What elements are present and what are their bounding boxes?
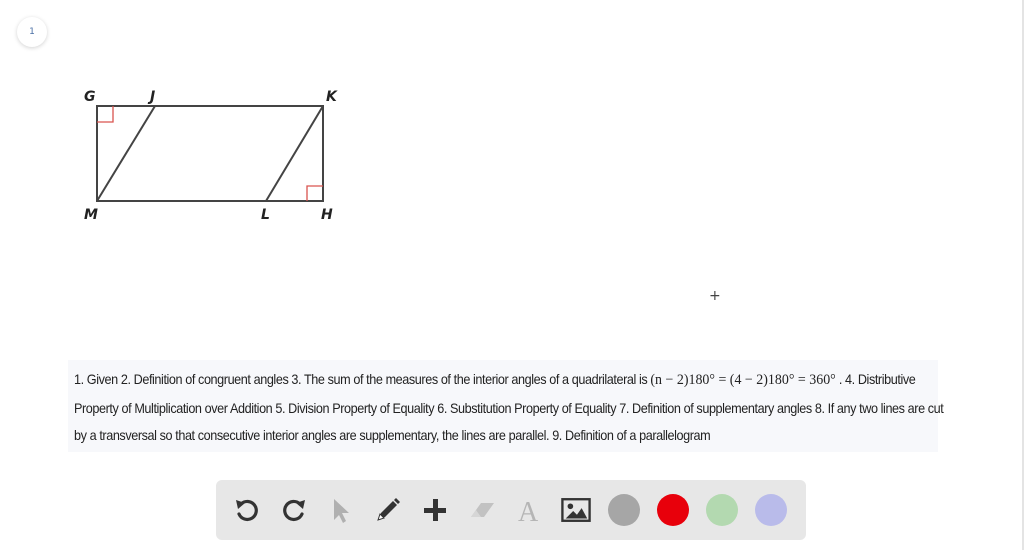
vertex-label-h: H	[321, 207, 333, 223]
vertex-label-g: G	[84, 89, 96, 105]
page-number: 1	[29, 27, 35, 37]
undo-button[interactable]	[232, 495, 262, 525]
answer-text	[74, 366, 944, 450]
pointer-icon	[326, 495, 356, 525]
color-swatch-gray[interactable]	[608, 494, 640, 526]
parallelogram-figure	[75, 80, 355, 230]
right-angle-mark-h	[307, 186, 323, 201]
rectangle-ghkm	[97, 106, 323, 201]
answer-part-2: . 4. Distributive Property of Multiplication over Addition 5. Division Property of Equality 6. Substitution Property of Equality 7. Definition of supplementary angles 8. If any two lines are cut by a transversal so that consecutive interior angles are supplementary, the lines are parallel. 9. Definition of a parallelogram	[74, 372, 944, 443]
select-button[interactable]	[326, 495, 356, 525]
redo-button[interactable]	[279, 495, 309, 525]
pen-button[interactable]	[373, 495, 403, 525]
text-button[interactable]	[514, 495, 544, 525]
image-icon	[561, 495, 591, 525]
redo-icon	[279, 495, 309, 525]
svg-text:A: A	[518, 497, 539, 525]
answer-text-box	[68, 360, 944, 452]
plus-icon	[420, 495, 450, 525]
image-button[interactable]	[561, 495, 591, 525]
drawing-toolbar	[216, 480, 806, 540]
vertex-label-m: M	[84, 207, 98, 223]
eraser-icon	[467, 495, 497, 525]
color-swatch-green[interactable]	[706, 494, 738, 526]
segment-jm	[97, 106, 155, 201]
segment-kl	[266, 106, 323, 201]
vertex-label-j: J	[150, 89, 156, 105]
pencil-icon	[373, 495, 403, 525]
add-button[interactable]	[420, 495, 450, 525]
answer-formula: (n − 2)180° = (4 − 2)180° = 360°	[650, 372, 836, 388]
vertex-label-l: L	[261, 207, 270, 223]
color-swatch-lavender[interactable]	[755, 494, 787, 526]
undo-icon	[232, 495, 262, 525]
text-icon	[514, 495, 544, 525]
right-angle-mark-g	[97, 106, 113, 122]
crosshair-cursor-icon: +	[709, 288, 721, 304]
answer-part-1: 1. Given 2. Definition of congruent angles 3. The sum of the measures of the interior angles of a quadrilateral is	[74, 372, 651, 387]
eraser-button[interactable]	[467, 495, 497, 525]
vertex-label-k: K	[326, 89, 337, 105]
page-number-badge[interactable]	[17, 17, 47, 47]
color-swatch-red[interactable]	[657, 494, 689, 526]
